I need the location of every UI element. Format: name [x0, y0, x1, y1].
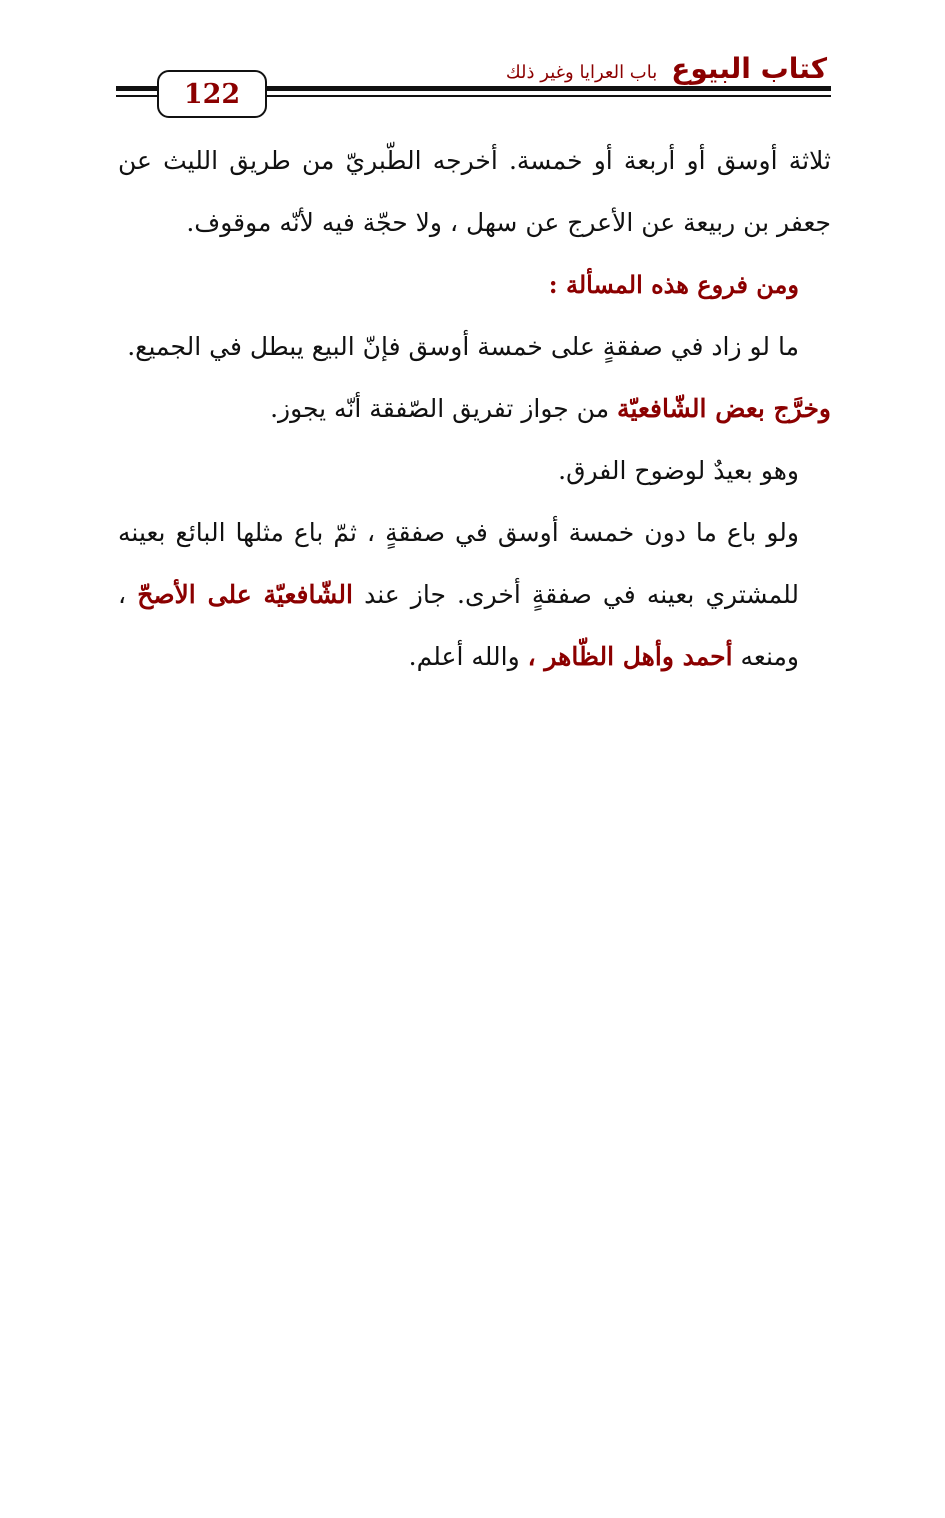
page-body [118, 130, 831, 688]
paragraph-2: ما لو زاد في صفقةٍ على خمسة أوسق فإنّ البيع يبطل في الجميع. [127, 332, 799, 361]
highlight-ahmad-zahiris: أحمد وأهل الظّاهر ، [527, 642, 733, 671]
page-number: 122 [157, 70, 267, 118]
paragraph-5 [118, 502, 831, 688]
paragraph-3-text: من جواز تفريق الصّفقة أنّه يجوز. [270, 394, 618, 423]
book-title: كتاب البيوع [671, 52, 827, 85]
paragraph-4: وهو بعيدٌ لوضوح الفرق. [558, 456, 799, 485]
running-title [506, 52, 827, 85]
paragraph-3 [118, 378, 831, 440]
paragraph-5-text-3: والله أعلم. [408, 642, 528, 671]
page-header [0, 0, 945, 130]
chapter-title: باب العرايا وغير ذلك [505, 62, 658, 83]
section-subheading: ومن فروع هذه المسألة : [548, 270, 799, 299]
paragraph-1: ثلاثة أوسق أو أربعة أو خمسة. أخرجه الطّبريّ من طريق الليث عن جعفر بن ربيعة عن الأعرج عن سهل ، ولا حجّة فيه لأنّه موقوف. [118, 146, 831, 237]
paragraph-5-text-2: ، ومنعه [118, 580, 799, 671]
highlight-shafiis-most-correct: الشّافعيّة على الأصحّ [137, 580, 353, 609]
paragraph-5-text-1: ولو باع ما دون خمسة أوسق في صفقةٍ ، ثمّ باع مثلها البائع بعينه للمشتري بعينه في صفقةٍ أخرى. جاز عند [118, 518, 800, 609]
highlight-some-shafiis: وخرَّج بعض الشّافعيّة [617, 394, 831, 423]
